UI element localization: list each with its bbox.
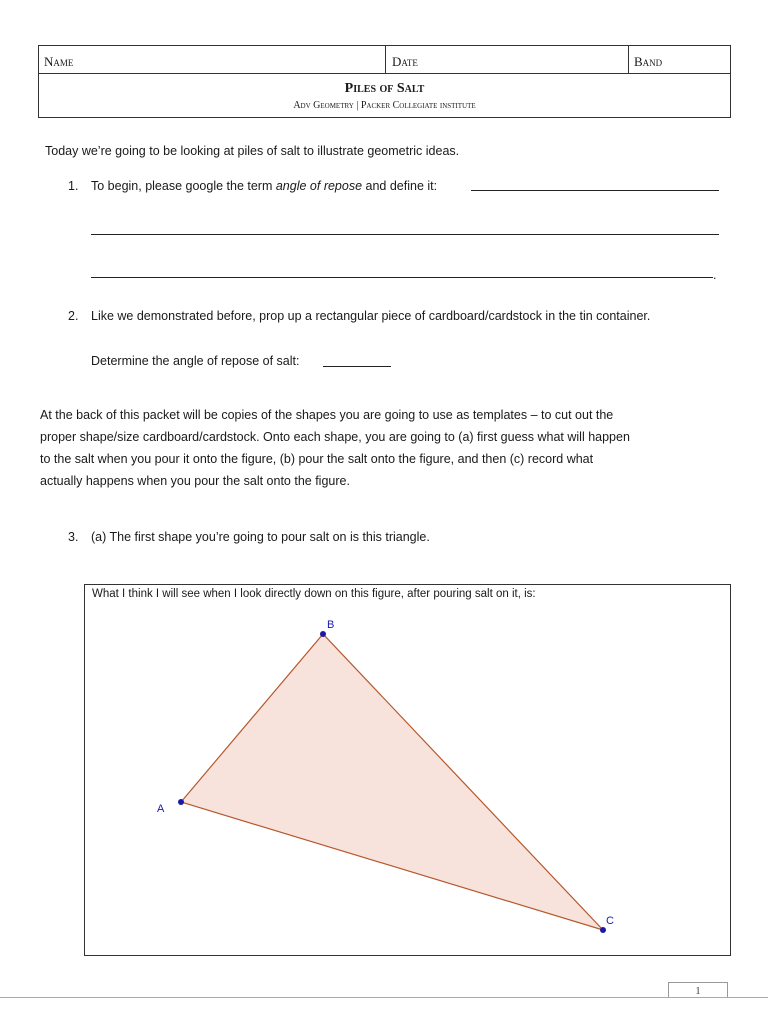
header-table bbox=[38, 45, 731, 118]
figure-answer-box[interactable] bbox=[84, 584, 731, 956]
vertex-a-label: A bbox=[157, 803, 165, 815]
vertex-c-point bbox=[600, 927, 606, 933]
band-field: Band bbox=[628, 46, 730, 73]
q1-end-period: . bbox=[713, 268, 717, 282]
figure-box-label: What I think I will see when I look directly down on this figure, after pouring salt on it, is: bbox=[92, 588, 536, 600]
q1-answer-line-3[interactable] bbox=[91, 277, 713, 278]
q3-number: 3. bbox=[68, 530, 79, 544]
footer-rule bbox=[0, 997, 768, 998]
q2-answer-line[interactable] bbox=[323, 366, 391, 367]
page-number: 1 bbox=[695, 985, 701, 997]
date-field: Date bbox=[385, 46, 628, 73]
q2-prompt: Determine the angle of repose of salt: bbox=[91, 354, 300, 368]
triangle-shape bbox=[181, 634, 603, 930]
header-fields-row bbox=[39, 46, 730, 74]
name-field: Name bbox=[44, 54, 74, 69]
instructions-line-2: proper shape/size cardboard/cardstock. Onto each shape, you are going to (a) first guess what will happen bbox=[40, 430, 630, 444]
vertex-b-label: B bbox=[327, 619, 335, 631]
q1-text-after: and define it: bbox=[362, 179, 438, 193]
q2-text: Like we demonstrated before, prop up a rectangular piece of cardboard/cardstock in the tin container. bbox=[91, 309, 651, 323]
q1-number: 1. bbox=[68, 179, 79, 193]
document-subtitle: Adv Geometry | Packer Collegiate institute bbox=[293, 100, 476, 111]
q1-answer-line-2[interactable] bbox=[91, 234, 719, 235]
instructions-line-4: actually happens when you pour the salt onto the figure. bbox=[40, 474, 350, 488]
intro-text: Today we’re going to be looking at piles of salt to illustrate geometric ideas. bbox=[45, 144, 460, 158]
q1-term: angle of repose bbox=[275, 179, 363, 193]
triangle-figure bbox=[85, 585, 730, 955]
vertex-b-point bbox=[320, 631, 326, 637]
vertex-c-label: C bbox=[606, 915, 614, 927]
document-title: Piles of Salt bbox=[344, 81, 425, 96]
q2-number: 2. bbox=[68, 309, 79, 323]
instructions-line-3: to the salt when you pour it onto the figure, (b) pour the salt onto the figure, and then (c) record what bbox=[40, 452, 594, 466]
q1-text bbox=[91, 175, 437, 197]
q3-text: (a) The first shape you’re going to pour salt on is this triangle. bbox=[91, 530, 430, 544]
q1-text-before: To begin, please google the term bbox=[91, 179, 276, 193]
vertex-a-point bbox=[178, 799, 184, 805]
instructions-line-1: At the back of this packet will be copies of the shapes you are going to use as templates – to cut out the bbox=[40, 408, 614, 422]
q1-answer-line-1[interactable] bbox=[471, 190, 719, 191]
